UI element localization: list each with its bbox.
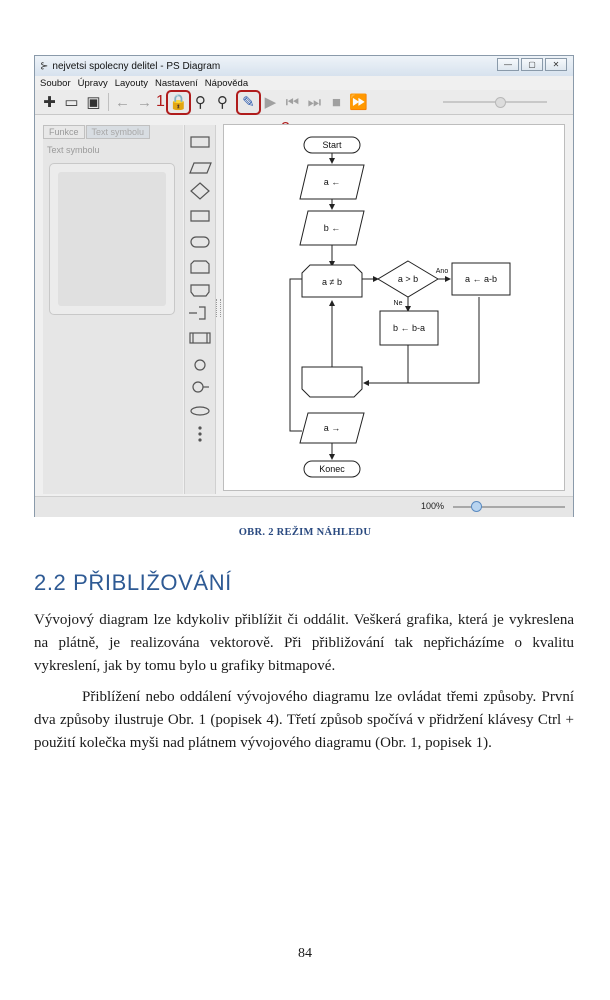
diagram-canvas[interactable]: [223, 124, 565, 491]
status-bar: [35, 496, 573, 517]
step-back-icon[interactable]: ⏮: [285, 93, 300, 111]
zoom-level: 100%: [421, 501, 445, 511]
app-window-screenshot: [34, 55, 574, 517]
redo-arrow-icon[interactable]: →: [137, 93, 152, 111]
decision-shape-icon: [191, 183, 209, 199]
toolbar-separator: [108, 93, 109, 111]
flow-no-label: Ne: [393, 300, 403, 307]
flow-assign-b-label: b ← b-a: [392, 323, 426, 333]
flow-start-label: Start: [322, 140, 342, 150]
loop-end-icon: [191, 285, 209, 296]
paragraph-2: Přiblížení nebo oddálení vývojového diagramu lze ovládat třemi způsoby. První dva způsoby ilustruje Obr. 1 (popisek 4). Třetí způsob spočívá v přidržení klávesy Ctrl + použití kolečka myši nad plátnem vývojového diagramu (Obr. 1, popisek 1).: [34, 689, 574, 751]
ellipse-shape-icon: [191, 407, 209, 415]
flow-end-label: Konec: [319, 464, 345, 474]
menu-bar: [35, 76, 573, 90]
minimize-icon[interactable]: —: [497, 58, 519, 71]
stop-icon[interactable]: ■: [331, 93, 341, 111]
process-shape-icon: [191, 137, 209, 147]
page-number: 84: [298, 946, 312, 961]
more-icon: [198, 426, 201, 441]
comment-shape-icon: [189, 307, 205, 319]
flow-loop-cond-label: a ≠ b: [322, 277, 342, 287]
section-heading: 2.2 PŘIBLIŽOVÁNÍ: [34, 570, 232, 595]
title-bar: [35, 56, 573, 76]
flowchart: [224, 125, 564, 490]
tab-funkce[interactable]: Funkce: [43, 125, 85, 139]
flow-input-a-label: a ←: [323, 177, 341, 187]
step-forward-icon[interactable]: ⏭: [307, 93, 322, 111]
palette-icons: [185, 125, 215, 494]
figure-caption: OBR. 2 REŽIM NÁHLEDU: [238, 527, 372, 538]
terminator-shape-icon: [191, 237, 209, 247]
flow-input-b-label: b ←: [323, 223, 341, 233]
maximize-icon[interactable]: ▢: [521, 58, 543, 71]
flow-assign-a-label: a ← a-b: [464, 274, 498, 284]
left-panel: [43, 125, 183, 494]
paragraph-1: Vývojový diagram lze kdykoliv přiblížit či oddálit. Veškerá grafika, která je vykreslena na plátně, je realizována vektorově. Při přibližování tak nepřicházíme o kvalitu vykreslení, jak by tomu bylo u grafiky bitmapové.: [34, 612, 574, 674]
tab-text-symbolu[interactable]: Text symbolu: [86, 125, 151, 139]
zoom-slider-knob[interactable]: [471, 501, 482, 512]
window-controls: [497, 58, 567, 71]
text-area-inner: [58, 172, 166, 306]
pen-icon[interactable]: ✎: [238, 92, 259, 113]
menu-layouty[interactable]: Layouty: [114, 77, 149, 89]
menu-upravy[interactable]: Úpravy: [77, 77, 108, 89]
connector-in-icon: [195, 360, 205, 370]
loop-shape-icon: [191, 211, 209, 221]
flow-decision-label: a > b: [397, 274, 419, 284]
app-icon: ⊱: [40, 60, 49, 72]
loop-start-icon: [191, 261, 209, 273]
toolbar: [35, 90, 573, 115]
open-folder-icon[interactable]: ▭: [64, 94, 79, 111]
save-icon[interactable]: ▣: [86, 94, 101, 111]
new-file-icon[interactable]: ✚: [43, 94, 56, 111]
menu-soubor[interactable]: Soubor: [40, 77, 71, 89]
zoom-in-icon[interactable]: ⚲: [194, 94, 206, 111]
zoom-out-icon[interactable]: ⚲: [216, 94, 228, 111]
play-icon[interactable]: ▶: [264, 94, 277, 111]
flow-loop-end: [302, 367, 362, 397]
panel-title: Text symbolu: [47, 145, 100, 155]
io-shape-icon: [190, 163, 211, 173]
menu-napoveda[interactable]: Nápověda: [204, 77, 249, 89]
panel-tabs: [43, 125, 183, 139]
splitter-handle[interactable]: [216, 299, 221, 317]
connector-out-icon: [193, 382, 203, 392]
zoom-slider-track[interactable]: [453, 506, 565, 508]
menu-nastaveni[interactable]: Nastavení: [155, 77, 198, 89]
flow-output-a-label: a →: [323, 423, 341, 433]
close-icon[interactable]: ✕: [545, 58, 567, 71]
callout-1: 1: [156, 93, 165, 110]
window-title: nejvetsi spolecny delitel - PS Diagram: [52, 60, 221, 72]
fast-forward-icon[interactable]: ⏩: [349, 94, 368, 111]
lock-icon[interactable]: 🔒: [168, 92, 189, 113]
shape-palette: [184, 125, 216, 494]
flow-yes-label: Ano: [435, 268, 449, 275]
symbol-text-area[interactable]: [49, 163, 175, 315]
speed-slider-knob[interactable]: [495, 97, 506, 108]
undo-arrow-icon[interactable]: ←: [115, 93, 130, 111]
